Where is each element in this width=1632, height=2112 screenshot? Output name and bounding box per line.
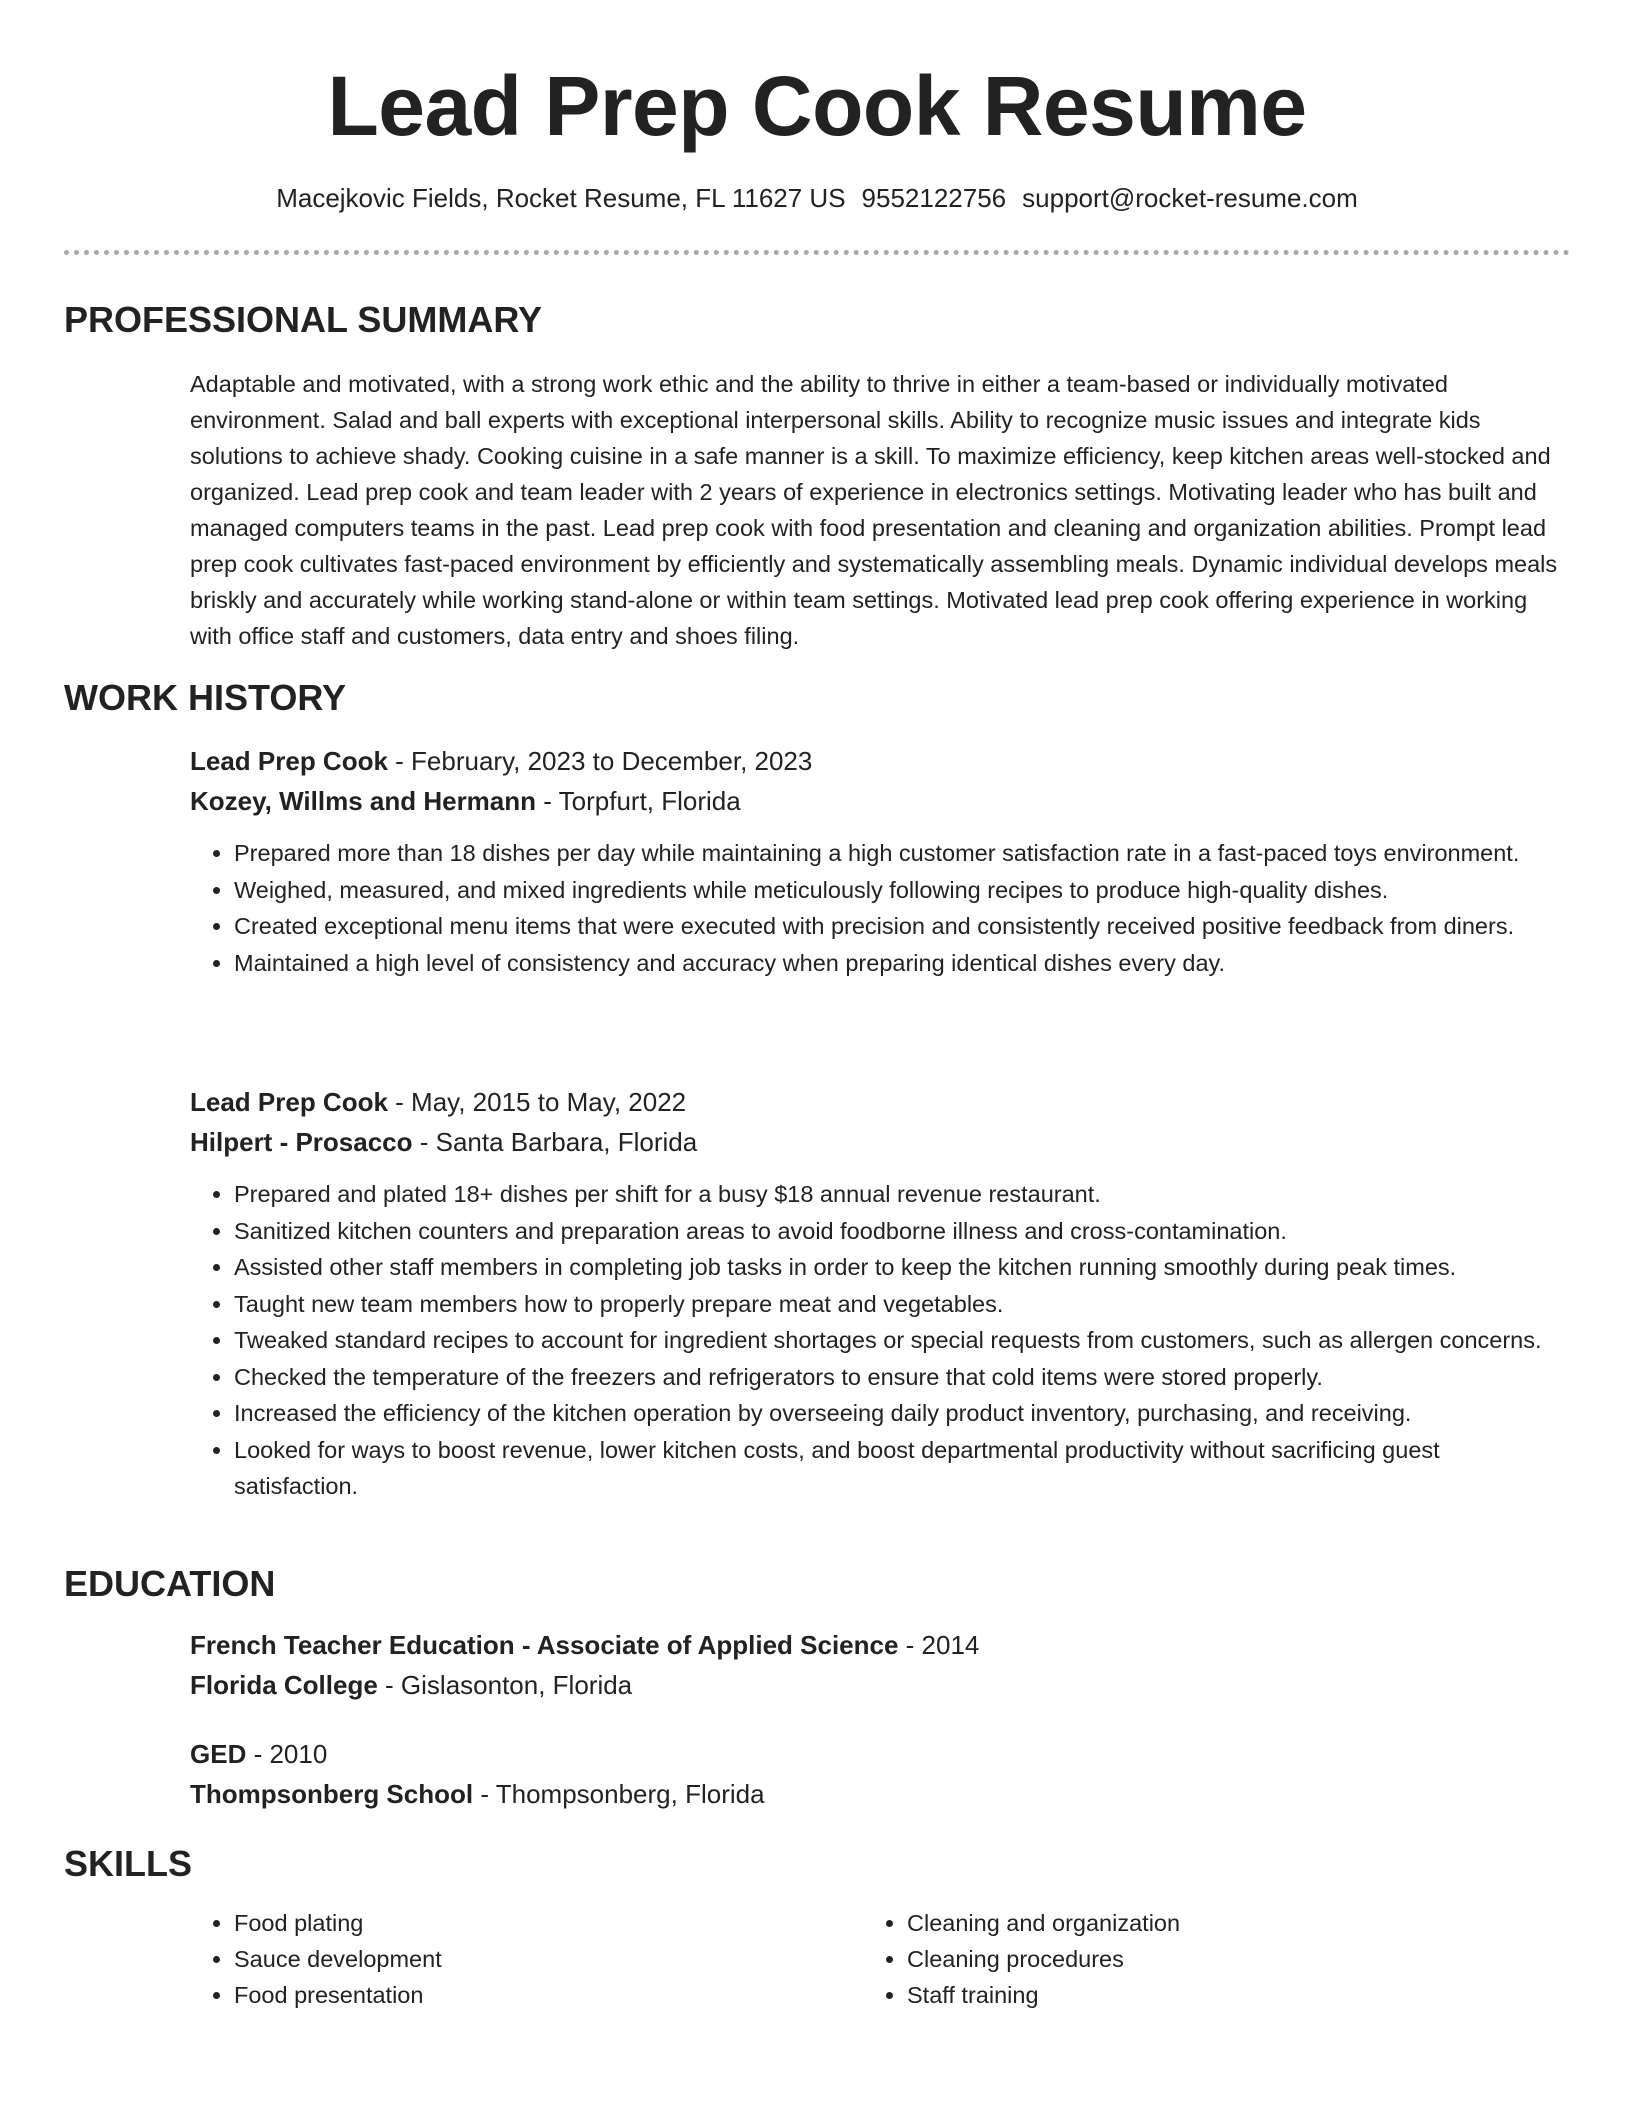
header-divider [64,250,1570,255]
skills-list [190,1905,830,2013]
job-title-line [190,1082,1570,1122]
skill-item: • Cleaning and organization [907,1905,1503,1941]
summary-heading: PROFESSIONAL SUMMARY [64,299,543,340]
education-entry [190,1625,1570,1705]
list-item: • Increased the efficiency of the kitchen operation by overseeing daily product inventory, purchasing, and receiving. [234,1395,1570,1432]
summary-section [190,366,1570,654]
skills-column-right [863,1905,1503,2013]
job-title: Lead Prep Cook [190,746,388,776]
list-item: • Weighed, measured, and mixed ingredients while meticulously following recipes to produce high-quality dishes. [234,872,1570,909]
contact-email: support@rocket-resume.com [1022,183,1358,213]
school: Thompsonberg School [190,1779,474,1809]
education-entry [190,1734,1570,1814]
degree: French Teacher Education - Associate of Applied Science [190,1630,899,1660]
contact-phone: 9552122756 [861,183,1007,213]
skill-item: • Food plating [234,1905,830,1941]
work-heading: WORK HISTORY [64,677,347,718]
education-heading: EDUCATION [64,1563,276,1604]
skills-column-left [190,1905,830,2013]
list-item: • Taught new team members how to properly prepare meat and vegetables. [234,1286,1570,1323]
page-title: Lead Prep Cook Resume [327,59,1307,153]
job-dates: - May, 2015 to May, 2022 [387,1087,687,1117]
school-line [190,1665,1570,1705]
job-location: - Torpfurt, Florida [536,786,741,816]
school-location: - Thompsonberg, Florida [473,1779,765,1809]
degree-line [190,1734,1570,1774]
list-item: • Tweaked standard recipes to account for ingredient shortages or special requests from customers, such as allergen concerns. [234,1322,1570,1359]
list-item: • Sanitized kitchen counters and preparation areas to avoid foodborne illness and cross-contamination. [234,1213,1570,1250]
job-company-line [190,781,1570,821]
list-item: • Prepared and plated 18+ dishes per shift for a busy $18 annual revenue restaurant. [234,1176,1570,1213]
job-bullets [190,1176,1570,1505]
contact-line [64,180,1570,216]
job-bullets [190,835,1570,981]
list-item: • Created exceptional menu items that were executed with precision and consistently received positive feedback from diners. [234,908,1570,945]
skills-list [863,1905,1503,2013]
summary-text: Adaptable and motivated, with a strong work ethic and the ability to thrive in either a team-based or individually motivated environment. Salad and ball experts with exceptional interpersonal skills. Ability to recognize music issues and integrate kids solutions to achieve shady. Cooking cuisine in a safe manner is a skill. To maximize efficiency, keep kitchen areas well-stocked and organized. Lead prep cook and team leader with 2 years of experience in electronics settings. Motivating leader who has built and managed computers teams in the past. Lead prep cook with food presentation and cleaning and organization abilities. Prompt lead prep cook cultivates fast-paced environment by efficiently and systematically assembling meals. Dynamic individual develops meals briskly and accurately while working stand-alone or within team settings. Motivated lead prep cook offering experience in working with office staff and customers, data entry and shoes filing. [190,371,1558,649]
list-item: • Assisted other staff members in completing job tasks in order to keep the kitchen running smoothly during peak times. [234,1249,1570,1286]
job-title: Lead Prep Cook [190,1087,388,1117]
job-dates: - February, 2023 to December, 2023 [387,746,813,776]
list-item: • Looked for ways to boost revenue, lower kitchen costs, and boost departmental productivity without sacrificing guest satisfaction. [234,1432,1570,1505]
degree: GED [190,1739,247,1769]
job-company: Hilpert - Prosacco [190,1127,413,1157]
skill-item: • Food presentation [234,1977,830,2013]
job-title-line [190,741,1570,781]
school-line [190,1774,1570,1814]
school: Florida College [190,1670,378,1700]
list-item: • Prepared more than 18 dishes per day while maintaining a high customer satisfaction rate in a fast-paced toys environment. [234,835,1570,872]
degree-line [190,1625,1570,1665]
degree-year: - 2010 [246,1739,328,1769]
skill-item: • Cleaning procedures [907,1941,1503,1977]
job-location: - Santa Barbara, Florida [412,1127,698,1157]
skills-heading: SKILLS [64,1843,193,1884]
job-entry [190,1082,1570,1505]
list-item: • Checked the temperature of the freezers and refrigerators to ensure that cold items were stored properly. [234,1359,1570,1396]
job-entry [190,741,1570,981]
school-location: - Gislasonton, Florida [377,1670,633,1700]
list-item: • Maintained a high level of consistency and accuracy when preparing identical dishes every day. [234,945,1570,982]
job-company: Kozey, Willms and Hermann [190,786,537,816]
skill-item: • Sauce development [234,1941,830,1977]
degree-year: - 2014 [898,1630,980,1660]
skill-item: • Staff training [907,1977,1503,2013]
job-company-line [190,1122,1570,1162]
contact-address: Macejkovic Fields, Rocket Resume, FL 11627 US [276,183,846,213]
